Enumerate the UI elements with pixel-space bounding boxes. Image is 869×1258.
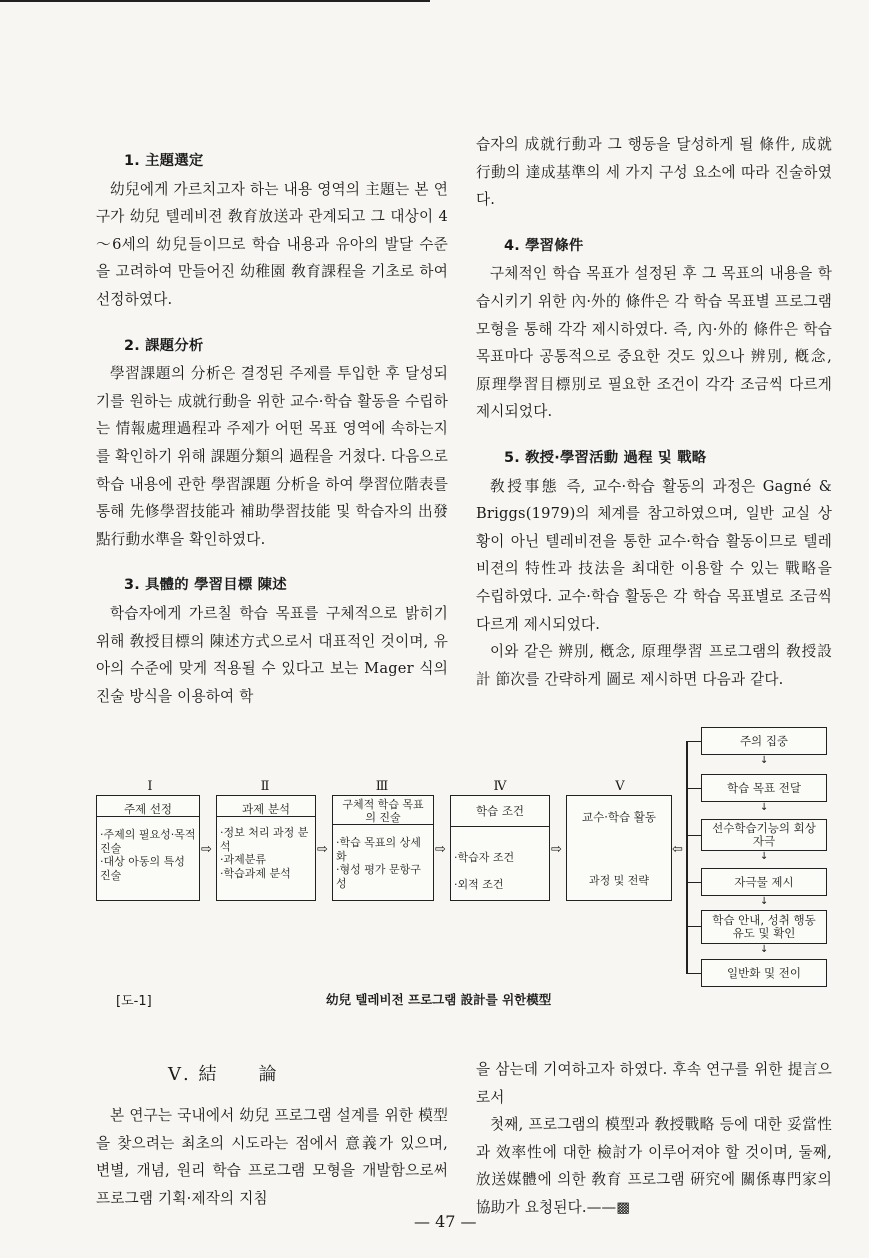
stage-1-title: 주제 선정: [97, 802, 199, 817]
section-1-paragraph: 幼兒에게 가르치고자 하는 내용 영역의 主題는 본 연구가 幼兒 텔레비젼 敎育放送과 관계되고 그 대상이 4～6세의 幼兒들이므로 학습 내용과 유아의 발달 수준을 고려하여 만들어진 幼稚園 敎育課程을 기초로 하여 선정하였다.: [96, 180, 448, 308]
bracket-tick: [686, 926, 701, 927]
section-2-paragraph: 學習課題의 分析은 결정된 주제를 투입한 후 달성되기를 원하는 成就行動을 위한 교수·학습 활동을 수립하는 情報處理過程과 주제가 어떤 목표 영역에 속하는지를 확인하기 위해 課題分類의 過程을 거쳤다. 다음으로 학습 내용에 관한 學習課題 分析을 하여 學習位階表를 통해 先修學習技能과 補助學習技能 및 학습자의 出發點行動水準을 확인하였다.: [96, 365, 448, 548]
arrow-down-icon: ↓: [760, 944, 769, 955]
bracket-tick: [686, 741, 701, 742]
stage-1-item: ·주제의 필요성·목적 진술: [100, 828, 196, 855]
arrow-right-icon: ⇨: [551, 842, 562, 857]
bracket-tick: [686, 788, 701, 789]
step-box: 학습 안내, 성취 행동 유도 및 확인: [701, 910, 827, 944]
section-4-heading: 4. 學習條件: [504, 237, 584, 254]
step-box: 주의 집중: [701, 727, 827, 755]
stage-5-title: 교수·학습 활동: [582, 810, 656, 824]
step-box: 학습 목표 전달: [701, 774, 827, 802]
step-box: 일반화 및 전이: [701, 959, 827, 987]
program-design-diagram: [96, 725, 836, 995]
bracket-tick: [686, 882, 701, 883]
right-column: [476, 131, 832, 693]
left-column: [96, 148, 448, 710]
stage-1-item: ·대상 아동의 특성 진술: [100, 855, 185, 882]
stage-2-item: ·정보 처리 과정 분석: [220, 826, 309, 853]
section-5-paragraph-1: 敎授事態 즉, 교수·학습 활동의 과정은 Gagné & Briggs(1979)의 체계를 참고하였으며, 일반 교실 상황이 아닌 텔레비젼을 통한 교수·학습 활동이므로 텔레비젼의 特性과 技法을 최대한 이용할 수 있는 戰略을 수립하였다. 교수·학습 활동은 각 학습 목표별로 조금씩 다르게 제시되었다.: [476, 477, 832, 633]
conclusion-heading: Ⅴ. 結 論: [168, 1064, 279, 1085]
stage-4-item: ·외적 조건: [454, 878, 504, 891]
stage-3-number: Ⅲ: [375, 779, 389, 794]
stage-4-box: [450, 795, 550, 901]
stage-2-title: 과제 분석: [217, 802, 315, 817]
section-5-heading: 5. 敎授·學習活動 過程 및 戰略: [504, 449, 707, 466]
conclusion-paragraph: 본 연구는 국내에서 幼兒 프로그램 설계를 위한 模型을 찾으려는 최초의 시도라는 점에서 意義가 있으며, 변별, 개념, 원리 학습 프로그램 모형을 개발함으로써 프로그램 기획·제작의 지침: [96, 1107, 448, 1207]
arrow-down-icon: ↓: [760, 755, 769, 766]
stage-5-item: 과정 및 전략: [588, 874, 650, 887]
bracket-tick: [686, 835, 701, 836]
step-box: 자극물 제시: [701, 868, 827, 896]
stage-2-box: [216, 795, 316, 901]
figure-caption: 幼兒 텔레비전 프로그램 設計를 위한模型: [326, 992, 552, 1007]
section-3-heading: 3. 具體的 學習目標 陳述: [124, 577, 287, 594]
section-3-continued: 습자의 成就行動과 그 행동을 달성하게 될 條件, 成就行動의 達成基準의 세 가지 구성 요소에 따라 진술하였다.: [476, 136, 832, 209]
stage-1-number: Ⅰ: [147, 779, 153, 794]
stage-1-box: [96, 795, 200, 901]
section-3-paragraph: 학습자에게 가르칠 학습 목표를 구체적으로 밝히기 위해 敎授目標의 陳述方式으로서 대표적인 것이며, 유아의 수준에 맞게 적용될 수 있다고 보는 Mager 식의 진술 방식을 이용하여 학: [96, 604, 448, 705]
arrow-down-icon: ↓: [760, 851, 769, 862]
stage-3-item: ·학습 목표의 상세화: [336, 836, 421, 863]
stage-5-box: [566, 795, 672, 901]
arrow-left-icon: ⇦: [672, 842, 683, 857]
section-4-paragraph: 구체적인 학습 목표가 설정된 후 그 목표의 내용을 학습시키기 위한 內·外的 條件은 각 학습 목표별 프로그램 모형을 통해 각각 제시하였다. 즉, 內·外的 條件은 학습 목표마다 공통적으로 중요한 것도 있으나 辨別, 槪念, 原理學習目標別로 필요한 조건이 각각 조금씩 다르게 제시되었다.: [476, 265, 832, 421]
stage-3-item: ·형성 평가 문항구성: [336, 863, 421, 890]
stage-2-item: ·과제분류: [220, 853, 267, 866]
top-rule: [0, 0, 430, 2]
page-number: — 47 —: [414, 1212, 477, 1231]
arrow-right-icon: ⇨: [201, 842, 212, 857]
arrow-down-icon: ↓: [760, 802, 769, 813]
stage-5-number: Ⅴ: [615, 779, 625, 794]
conclusion-paragraph-cont: 을 삼는데 기여하고자 하였다. 후속 연구를 위한 提言으로서: [476, 1061, 832, 1106]
arrow-right-icon: ⇨: [317, 842, 328, 857]
arrow-down-icon: ↓: [760, 896, 769, 907]
conclusion-paragraph-2: 첫째, 프로그램의 模型과 敎授戰略 등에 대한 妥當性과 效率性에 대한 檢討가 이루어져야 할 것이며, 둘째, 放送媒體에 의한 敎育 프로그램 硏究에 關係專門家의 協助가 요청된다.——▩: [476, 1116, 832, 1216]
stage-2-item: ·학습과제 분석: [220, 866, 291, 880]
stage-4-item: ·학습자 조건: [454, 851, 515, 864]
section-2-heading: 2. 課題分析: [124, 337, 204, 354]
stage-2-number: Ⅱ: [260, 779, 270, 794]
bracket-line: [686, 741, 688, 973]
step-box: 선수학습기능의 회상 자극: [701, 819, 827, 851]
stage-3-title: 구체적 학습 목표의 진술: [333, 798, 433, 825]
stage-3-box: [332, 795, 434, 901]
arrow-right-icon: ⇨: [435, 842, 446, 857]
stage-4-title: 학습 조건: [451, 796, 549, 827]
section-1-heading: 1. 主題選定: [124, 153, 204, 169]
conclusion-right-column: [476, 1056, 832, 1222]
stage-4-number: Ⅳ: [493, 779, 507, 794]
bracket-tick: [686, 973, 701, 974]
conclusion-left-column: [96, 1102, 448, 1212]
figure-label: [도-1]: [116, 994, 152, 1009]
section-5-paragraph-2: 이와 같은 辨別, 槪念, 原理學習 프로그램의 敎授設計 節次를 간략하게 圖로 제시하면 다음과 같다.: [476, 643, 832, 688]
